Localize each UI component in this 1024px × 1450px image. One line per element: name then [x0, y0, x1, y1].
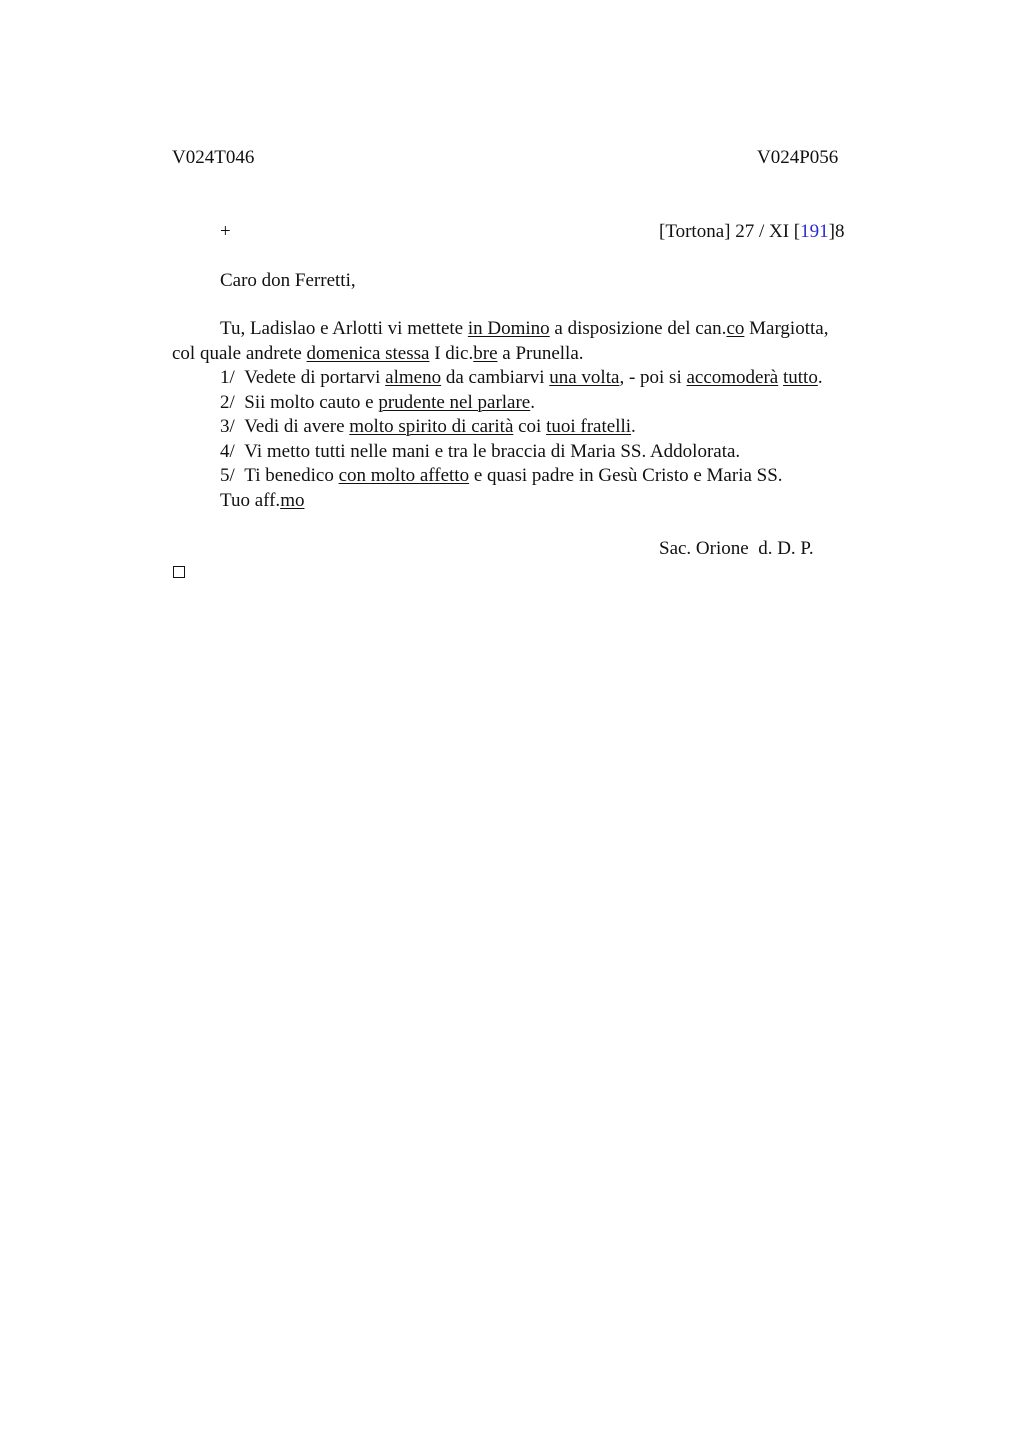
item-number: 4/ — [220, 441, 235, 462]
underlined-text: prudente nel parlare — [378, 392, 531, 413]
item-number: 2/ — [220, 392, 235, 413]
text-run: . — [530, 392, 535, 413]
list-item — [220, 366, 823, 390]
underlined-text: una volta — [549, 367, 620, 388]
list-item — [220, 415, 636, 439]
body-line-1 — [220, 317, 828, 341]
underlined-text: accomoderà — [686, 367, 779, 388]
text-run: . — [817, 367, 823, 388]
text-run: e quasi padre in Gesù Cristo e Maria SS. — [469, 465, 783, 486]
end-marker-box — [173, 566, 185, 578]
text-run: a disposizione del can. — [549, 318, 727, 339]
place-bracket-close: ] — [724, 221, 731, 242]
document-code-left: V024T046 — [172, 147, 255, 168]
list-item — [220, 464, 783, 488]
salutation: Caro don Ferretti, — [220, 270, 356, 291]
item-number: 3/ — [220, 416, 235, 437]
closing — [220, 489, 304, 513]
underlined-text: molto spirito di carità — [349, 416, 514, 437]
text-run: I dic. — [429, 343, 474, 364]
text-run: Vedete di portarvi — [244, 367, 386, 388]
underlined-text: co — [726, 318, 745, 339]
cross-symbol: + — [220, 221, 231, 242]
place-bracket-open: [ — [659, 221, 666, 242]
date-text: 27 / XI [ — [730, 221, 801, 242]
item-number: 1/ — [220, 367, 235, 388]
text-run: col quale andrete — [172, 343, 307, 364]
list-item — [220, 391, 535, 415]
underlined-text: bre — [473, 343, 498, 364]
text-run: Sii molto cauto e — [244, 392, 379, 413]
body-line-2 — [172, 342, 584, 366]
document-code-right: V024P056 — [757, 147, 839, 168]
underlined-text: mo — [280, 490, 305, 511]
text-run: coi — [513, 416, 547, 437]
text-run: Vi metto tutti nelle mani e tra le braccia di Maria SS. Addolorata. — [244, 441, 741, 462]
text-run: . — [631, 416, 636, 437]
underlined-text: almeno — [385, 367, 442, 388]
text-run: Vedi di avere — [244, 416, 350, 437]
year-end: ]8 — [828, 221, 845, 242]
text-run: Ti benedico — [244, 465, 339, 486]
place-name: Tortona — [665, 221, 725, 242]
underlined-text: tuoi fratelli — [546, 416, 632, 437]
signature: Sac. Orione d. D. P. — [659, 538, 814, 559]
underlined-text: in Domino — [467, 318, 550, 339]
underlined-text: con molto affetto — [338, 465, 470, 486]
text-run: a Prunella. — [497, 343, 584, 364]
item-number: 5/ — [220, 465, 235, 486]
list-item — [220, 440, 740, 464]
year-editorial: 191 — [800, 221, 829, 242]
text-run: Margiotta, — [744, 318, 829, 339]
text-run: Tuo aff. — [220, 490, 281, 511]
underlined-text: tutto — [783, 367, 818, 388]
text-run: da cambiarvi — [441, 367, 550, 388]
underlined-text: domenica stessa — [306, 343, 430, 364]
dateline — [659, 220, 844, 244]
text-run: , - poi si — [619, 367, 687, 388]
text-run: Tu, Ladislao e Arlotti vi mettete — [220, 318, 468, 339]
